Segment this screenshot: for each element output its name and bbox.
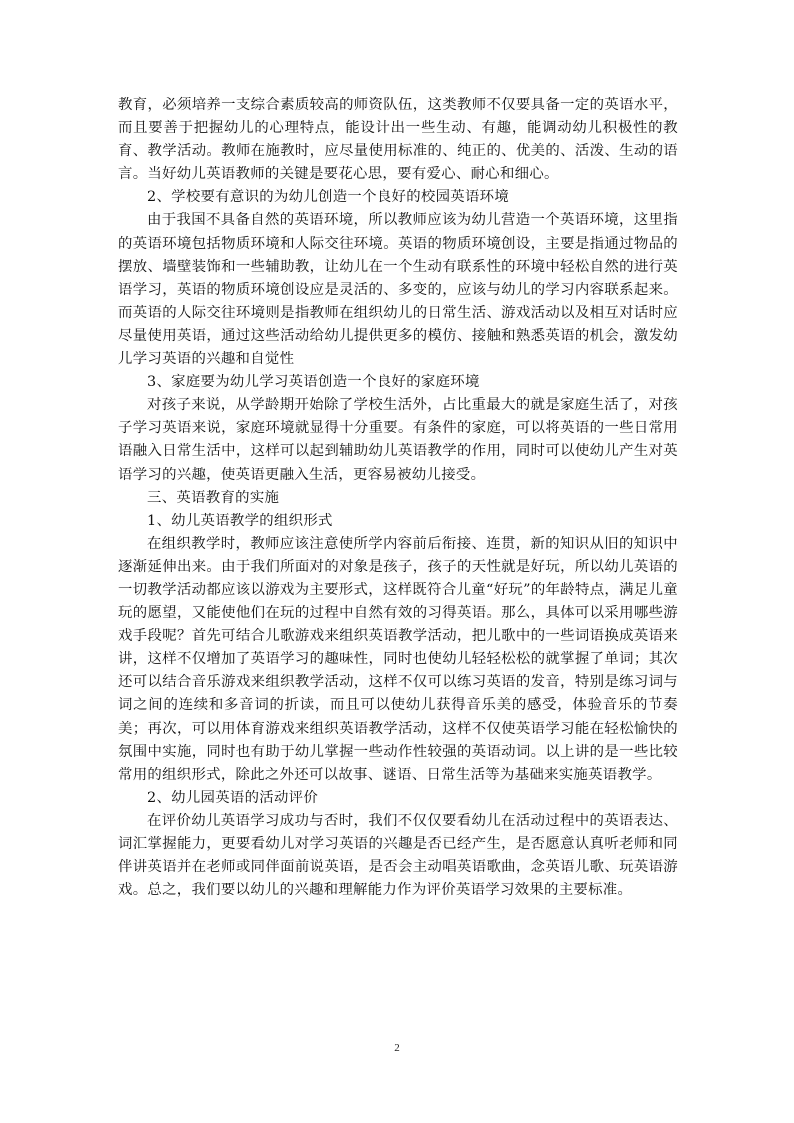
document-page	[118, 94, 678, 902]
heading-activity-evaluation: 2、幼儿园英语的活动评价	[147, 789, 319, 806]
heading-family-environment: 3、家庭要为幼儿学习英语创造一个良好的家庭环境	[147, 374, 480, 391]
heading-organization-form: 1、幼儿英语教学的组织形式	[147, 512, 333, 529]
paragraph-activity-evaluation: 在评价幼儿英语学习成功与否时，我们不仅仅要看幼儿在活动过程中的英语表达、词汇掌握能力，更要看幼儿对学习英语的兴趣是否已经产生，是否愿意认真听老师和同伴讲英语并在老师或同伴面前说英语，是否会主动唱英语歌曲，念英语儿歌、玩英语游戏。总之，我们要以幼儿的兴趣和理解能力作为评价英语学习效果的主要标准。	[118, 812, 678, 899]
heading-school-environment: 2、学校要有意识的为幼儿创造一个良好的校园英语环境	[147, 189, 510, 206]
paragraph-organization-form: 在组织教学时，教师应该注意使所学内容前后衔接、连贯，新的知识从旧的知识中逐渐延伸出来。由于我们所面对的对象是孩子，孩子的天性就是好玩，所以幼儿英语的一切教学活动都应该以游戏为主要形式，这样既符合儿童“好玩”的年龄特点，满足儿童玩的愿望，又能使他们在玩的过程中自然有效的习得英语。那么，具体可以采用哪些游戏手段呢？首先可结合儿歌游戏来组织英语教学活动，把儿歌中的一些词语换成英语来讲，这样不仅增加了英语学习的趣味性，同时也使幼儿轻轻松松的就掌握了单词；其次还可以结合音乐游戏来组织教学活动，这样不仅可以练习英语的发音，特别是练习词与词之间的连续和多音词的折读，而且可以使幼儿获得音乐美的感受，体验音乐的节奏美；再次，可以用体育游戏来组织英语教学活动，这样不仅使英语学习能在轻松愉快的氛围中实施，同时也有助于幼儿掌握一些动作性较强的英语动词。以上讲的是一些比较常用的组织形式，除此之外还可以故事、谜语、日常生活等为基础来实施英语教学。	[118, 535, 678, 783]
page-number: 2	[394, 1042, 400, 1054]
paragraph-school-environment: 由于我国不具备自然的英语环境，所以教师应该为幼儿营造一个英语环境，这里指的英语环境包括物质环境和人际交往环境。英语的物质环境创设，主要是指通过物品的摆放、墙壁装饰和一些辅助教，让幼儿在一个生动有联系性的环境中轻松自然的进行英语学习，英语的物质环境创设应是灵活的、多变的，应该与幼儿的学习内容联系起来。而英语的人际交往环境则是指教师在组织幼儿的日常生活、游戏活动以及相互对话时应尽量使用英语，通过这些活动给幼儿提供更多的模仿、接触和熟悉英语的机会，激发幼儿学习英语的兴趣和自觉性	[118, 212, 678, 368]
paragraph-teacher-quality: 教育，必须培养一支综合素质较高的师资队伍，这类教师不仅要具备一定的英语水平，而且要善于把握幼儿的心理特点，能设计出一些生动、有趣，能调动幼儿积极性的教育、教学活动。教师在施教时，应尽量使用标准的、纯正的、优美的、活泼、生动的语言。当好幼儿英语教师的关键是要花心思，要有爱心、耐心和细心。	[118, 97, 678, 183]
heading-implementation: 三、英语教育的实施	[147, 489, 280, 506]
paragraph-family-environment: 对孩子来说，从学龄期开始除了学校生活外，占比重最大的就是家庭生活了，对孩子学习英语来说，家庭环境就显得十分重要。有条件的家庭，可以将英语的一些日常用语融入日常生活中，这样可以起到辅助幼儿英语教学的作用，同时可以使幼儿产生对英语学习的兴趣，使英语更融入生活，更容易被幼儿接受。	[118, 397, 678, 483]
